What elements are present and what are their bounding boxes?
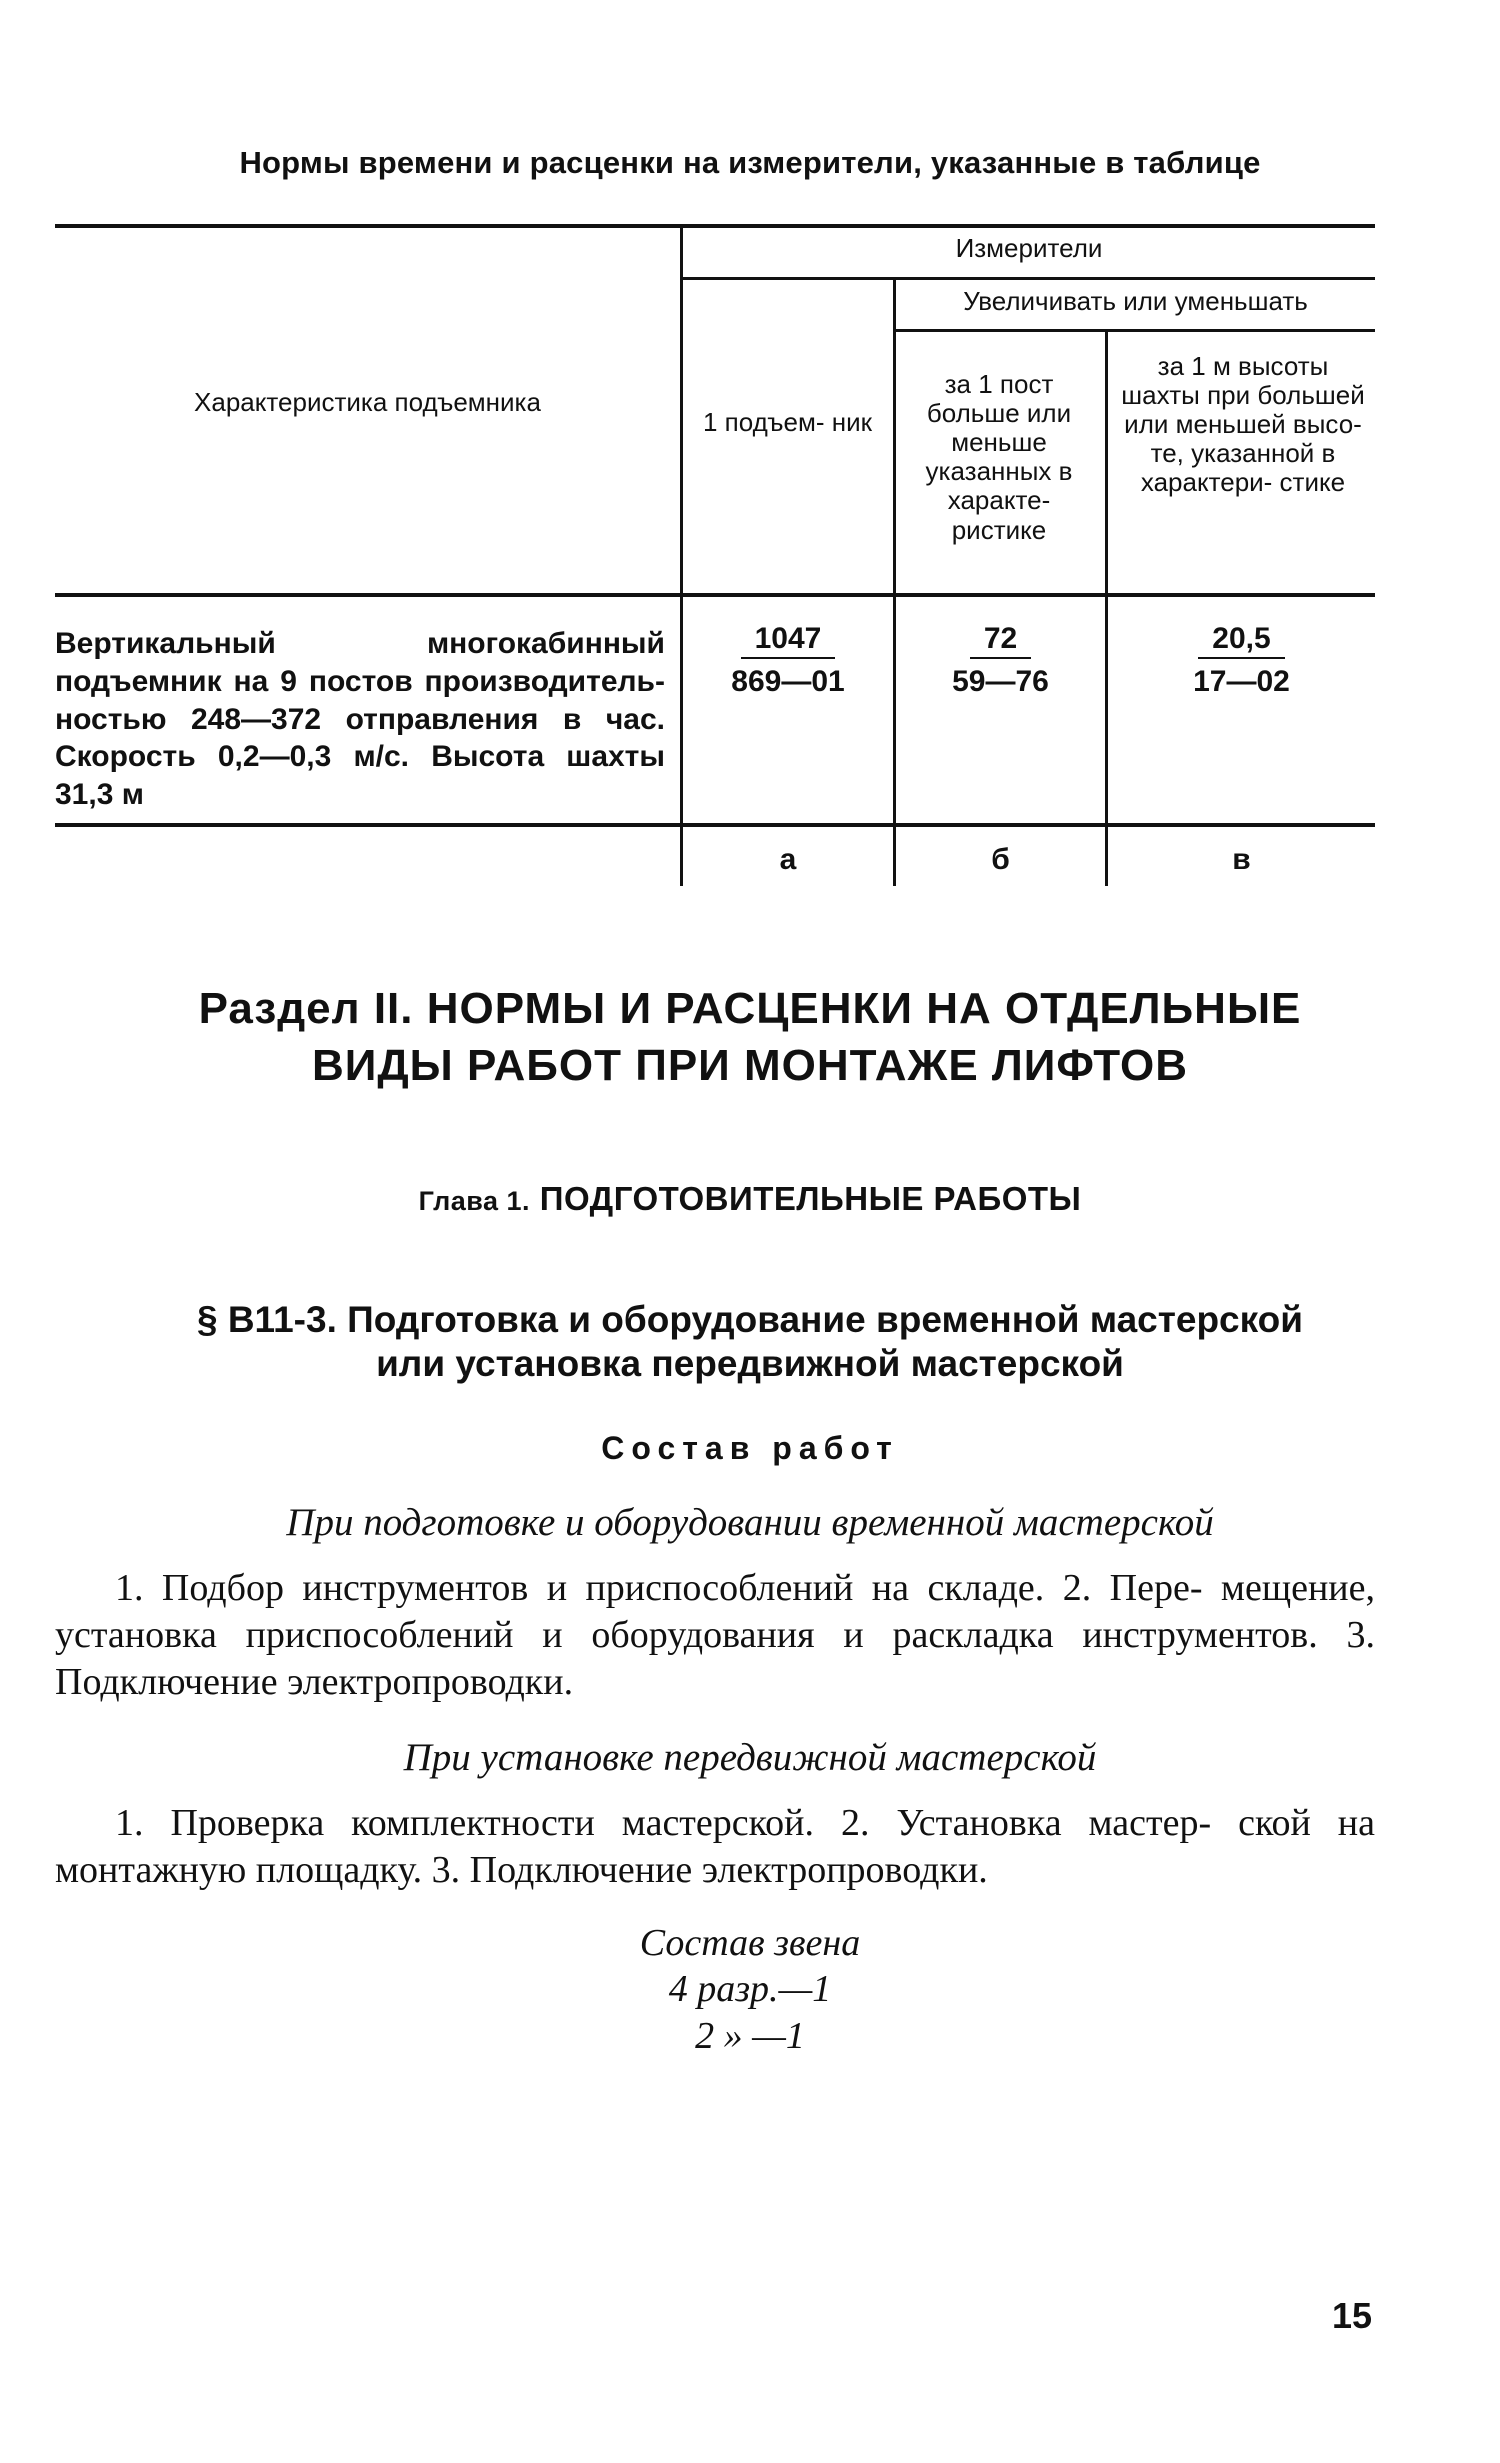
paragraph-heading-line1: § В11-3. Подготовка и оборудование временной мастерской — [196, 1299, 1304, 1340]
chapter-prefix: Глава 1. — [418, 1186, 531, 1216]
vline-3 — [1105, 330, 1108, 886]
header-change: Увеличивать или уменьшать — [963, 286, 1308, 316]
value-a-time: 1047 — [741, 622, 836, 659]
value-c — [1108, 622, 1375, 698]
header-col-b: за 1 пост больше или меньше указанных в характе- ристике — [925, 369, 1073, 545]
paragraph-heading — [100, 1298, 1400, 1387]
value-a-rate: 869—01 — [731, 665, 845, 698]
value-c-rate: 17—02 — [1193, 665, 1290, 698]
subsection-1-text: 1. Подбор инструментов и приспособлений на складе. 2. Пере- мещение, установка приспособлений и оборудования и раскладка инструментов. 3. Подключение электропроводки. — [55, 1567, 1375, 1704]
section-heading — [0, 980, 1500, 1094]
column-letter-c: в — [1232, 843, 1251, 876]
value-c-time: 20,5 — [1198, 622, 1284, 659]
meters-rule — [680, 277, 1375, 280]
crew-composition — [0, 1920, 1500, 2059]
value-b — [896, 622, 1105, 698]
header-bottom-rule — [55, 593, 1375, 597]
crew-line-2: 2 » —1 — [695, 2014, 805, 2057]
vline-1 — [680, 226, 683, 886]
section-heading-line1: Раздел II. НОРМЫ И РАСЦЕНКИ НА ОТДЕЛЬНЫЕ — [198, 984, 1302, 1033]
table-caption: Нормы времени и расценки на измерители, указанные в таблице — [239, 145, 1261, 180]
header-characteristic: Характеристика подъемника — [194, 387, 541, 417]
table-top-rule — [55, 224, 1375, 228]
composition-heading: Состав работ — [601, 1430, 899, 1466]
value-a — [683, 622, 893, 698]
chapter-title: ПОДГОТОВИТЕЛЬНЫЕ РАБОТЫ — [539, 1180, 1082, 1217]
header-meters: Измерители — [955, 233, 1103, 263]
body-bottom-rule — [55, 823, 1375, 827]
page-number: 15 — [1331, 2295, 1372, 2336]
subsection-2-text: 1. Проверка комплектности мастерской. 2. Установка мастер- ской на монтажную площадку. 3. Подключение электропроводки. — [55, 1802, 1375, 1892]
subsection-1-title: При подготовке и оборудовании временной мастерской — [286, 1501, 1214, 1544]
paragraph-heading-line2: или установка передвижной мастерской — [376, 1343, 1124, 1385]
value-b-time: 72 — [970, 622, 1031, 659]
crew-line-1: 4 разр.—1 — [668, 1968, 832, 2011]
column-letter-b: б — [991, 843, 1010, 876]
crew-title: Состав звена — [639, 1922, 861, 1964]
value-b-rate: 59—76 — [952, 665, 1049, 698]
column-letter-a: а — [779, 843, 797, 876]
header-col-c: за 1 м высоты шахты при большей или меньшей высо- те, указанной в характери- стике — [1121, 351, 1365, 498]
vline-2 — [893, 278, 896, 886]
chapter-heading — [0, 1180, 1500, 1218]
header-col-a: 1 подъем- ник — [703, 407, 872, 437]
change-rule — [893, 329, 1375, 332]
row-description: Вертикальный многокабинный подъемник на 9 постов производитель- ностью 248—372 отправления в час. Скорость 0,2—0,3 м/с. Высота шахты 31,3 м — [55, 627, 665, 812]
subsection-2-title: При установке передвижной мастерской — [403, 1736, 1097, 1779]
section-heading-line2: ВИДЫ РАБОТ ПРИ МОНТАЖЕ ЛИФТОВ — [311, 1041, 1189, 1091]
